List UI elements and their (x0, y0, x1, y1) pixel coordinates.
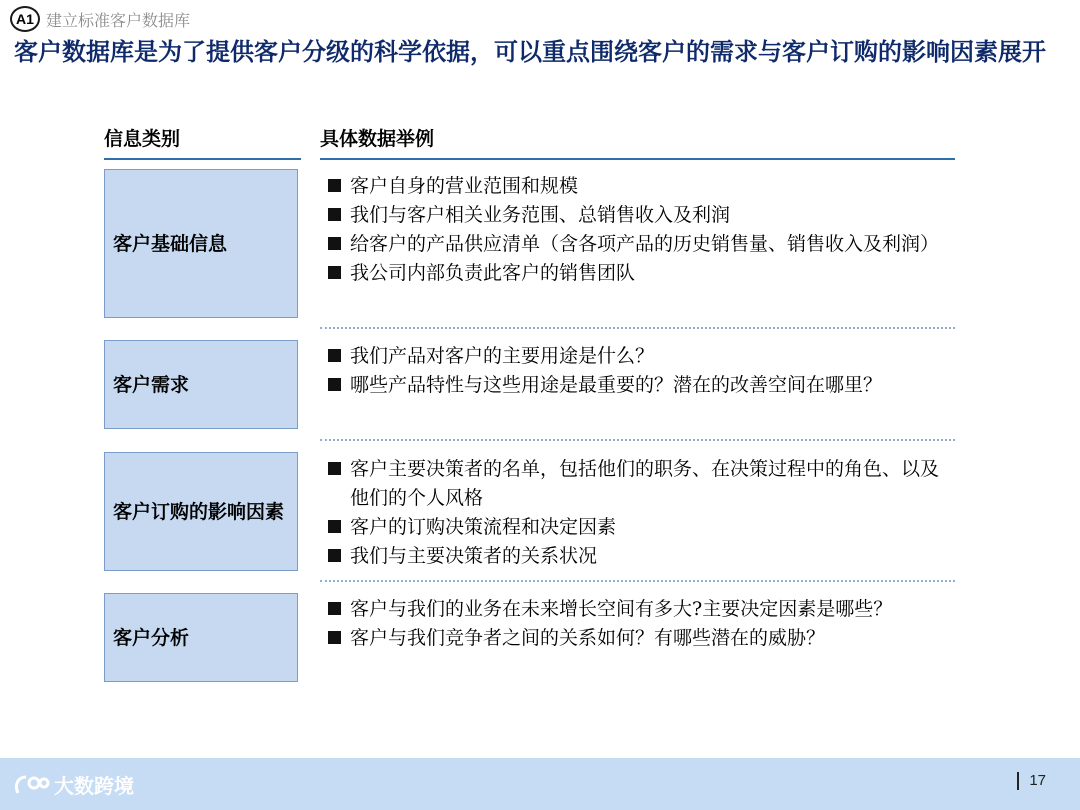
column-header-examples: 具体数据举例 (320, 124, 955, 160)
brand-name: 大数跨境 (54, 776, 134, 798)
breadcrumb-text: 建立标准客户数据库 (46, 10, 191, 30)
list-item (326, 371, 954, 400)
category-box-customer-analysis: 客户分析 (104, 593, 298, 682)
bullet-square-icon (328, 208, 341, 221)
category-box-order-factors: 客户订购的影响因素 (104, 452, 298, 571)
examples-list-customer-analysis (326, 595, 954, 653)
category-box-basic-info: 客户基础信息 (104, 169, 298, 318)
list-item (326, 172, 954, 201)
bullet-text: 客户主要决策者的名单，包括他们的职务、在决策过程中的角色、以及他们的个人风格 (350, 458, 940, 509)
bullet-square-icon (328, 179, 341, 192)
row-separator (320, 580, 955, 582)
list-item (326, 201, 954, 230)
breadcrumb (10, 4, 190, 34)
examples-list-customer-needs (326, 342, 954, 400)
bullet-square-icon (328, 266, 341, 279)
row-separator (320, 327, 955, 329)
bullet-square-icon (328, 549, 341, 562)
examples-list-order-factors (326, 455, 954, 571)
bullet-text: 我们产品对客户的主要用途是什么？ (350, 345, 655, 367)
bullet-text: 哪些产品特性与这些用途是最重要的？潜在的改善空间在哪里？ (350, 374, 883, 396)
bullet-text: 客户自身的营业范围和规模 (350, 175, 579, 197)
footer-bar (0, 758, 1080, 810)
bullet-square-icon (328, 378, 341, 391)
list-item (326, 624, 954, 653)
bullet-square-icon (328, 462, 341, 475)
brand-logo-icon (12, 771, 50, 799)
bullet-square-icon (328, 631, 341, 644)
list-item (326, 342, 954, 371)
bullet-text: 我们与主要决策者的关系状况 (350, 545, 598, 567)
bullet-text: 我们与客户相关业务范围、总销售收入及利润 (350, 204, 731, 226)
bullet-square-icon (328, 520, 341, 533)
section-badge: A1 (10, 6, 40, 32)
brand-logo (12, 770, 134, 799)
list-item (326, 595, 954, 624)
slide-headline: 客户数据库是为了提供客户分级的科学依据，可以重点围绕客户的需求与客户订购的影响因素展开 (14, 37, 1046, 66)
bullet-text: 客户的订购决策流程和决定因素 (350, 516, 617, 538)
list-item (326, 513, 954, 542)
list-item (326, 455, 954, 513)
row-separator (320, 439, 955, 441)
bullet-text: 客户与我们竞争者之间的关系如何？有哪些潜在的威胁？ (350, 627, 826, 649)
column-header-category: 信息类别 (104, 124, 301, 160)
bullet-square-icon (328, 349, 341, 362)
bullet-square-icon (328, 237, 341, 250)
list-item (326, 542, 954, 571)
bullet-text: 客户与我们的业务在未来增长空间有多大?主要决定因素是哪些？ (350, 598, 893, 620)
examples-list-basic-info (326, 172, 954, 288)
bullet-text: 我公司内部负责此客户的销售团队 (350, 262, 636, 284)
list-item (326, 259, 954, 288)
bullet-square-icon (328, 602, 341, 615)
category-box-customer-needs: 客户需求 (104, 340, 298, 429)
bullet-text: 给客户的产品供应清单（含各项产品的历史销售量、销售收入及利润） (350, 233, 940, 255)
list-item (326, 230, 954, 259)
page-number: 17 (1017, 772, 1046, 790)
